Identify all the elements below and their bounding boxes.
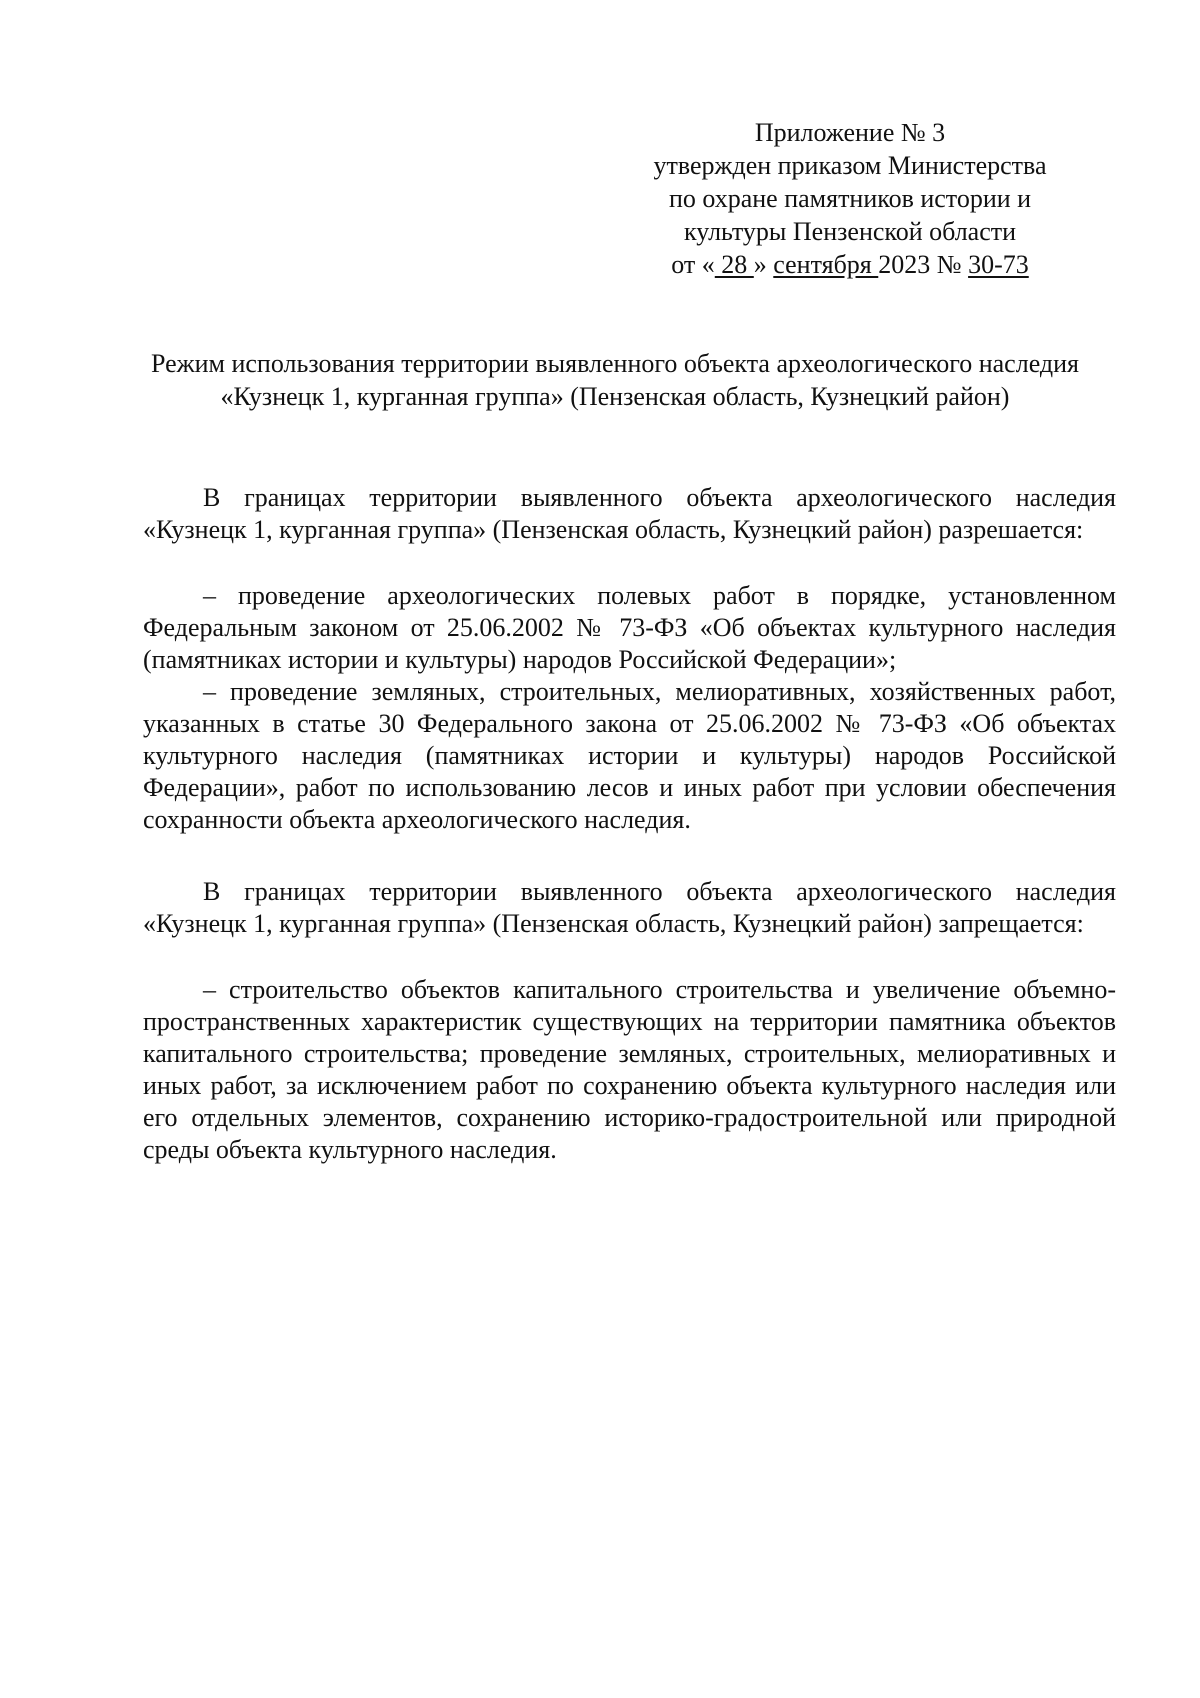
- order-number: 30-73: [968, 250, 1029, 279]
- appendix-number: Приложение № 3: [754, 118, 946, 147]
- forbidden-intro: В границах территории выявленного объекта археологического наследия «Кузнецк 1, курганная группа» (Пензенская область, Кузнецкий район) запрещается:: [143, 877, 1116, 938]
- order-date-line: [620, 248, 1080, 281]
- allowed-item-1: – проведение археологических полевых работ в порядке, установленном Федеральным законом от 25.06.2002 № 73-ФЗ «Об объектах культурного наследия (памятниках истории и культуры) народов Российской Федерации»;: [143, 581, 1116, 674]
- date-month: сентября: [773, 250, 879, 279]
- date-mid: »: [753, 250, 774, 279]
- allowed-item-2: – проведение земляных, строительных, мелиоративных, хозяйственных работ, указанных в статье 30 Федерального закона от 25.06.2002 № 73-ФЗ «Об объектах культурного наследия (памятниках истории и культуры) народов Российской Федерации», работ по использованию лесов и иных работ при условии обеспечения сохранности объекта археологического наследия.: [143, 677, 1116, 834]
- document-title: Режим использования территории выявленного объекта археологического наследия «Кузнецк 1, курганная группа» (Пензенская область, Кузнецкий район): [150, 349, 1079, 411]
- allowed-intro: В границах территории выявленного объекта археологического наследия «Кузнецк 1, курганная группа» (Пензенская область, Кузнецкий район) разрешается:: [143, 483, 1116, 544]
- date-prefix: от «: [671, 250, 715, 279]
- appendix-header: [620, 116, 1080, 281]
- region-line: культуры Пензенской области: [683, 217, 1017, 246]
- document-body: [143, 482, 1116, 1166]
- forbidden-item-1: – строительство объектов капитального строительства и увеличение объемно-пространственных характеристик существующих на территории памятника объектов капитального строительства; проведение земляных, строительных, мелиоративных и иных работ, за исключением работ по сохранению объекта культурного наследия или его отдельных элементов, сохранению историко-градостроительной или природной среды объекта культурного наследия.: [143, 975, 1116, 1164]
- date-year: 2023 №: [878, 250, 969, 279]
- approval-line: утвержден приказом Министерства: [653, 151, 1047, 180]
- date-day: 28: [714, 250, 754, 279]
- ministry-line: по охране памятников истории и: [668, 184, 1032, 213]
